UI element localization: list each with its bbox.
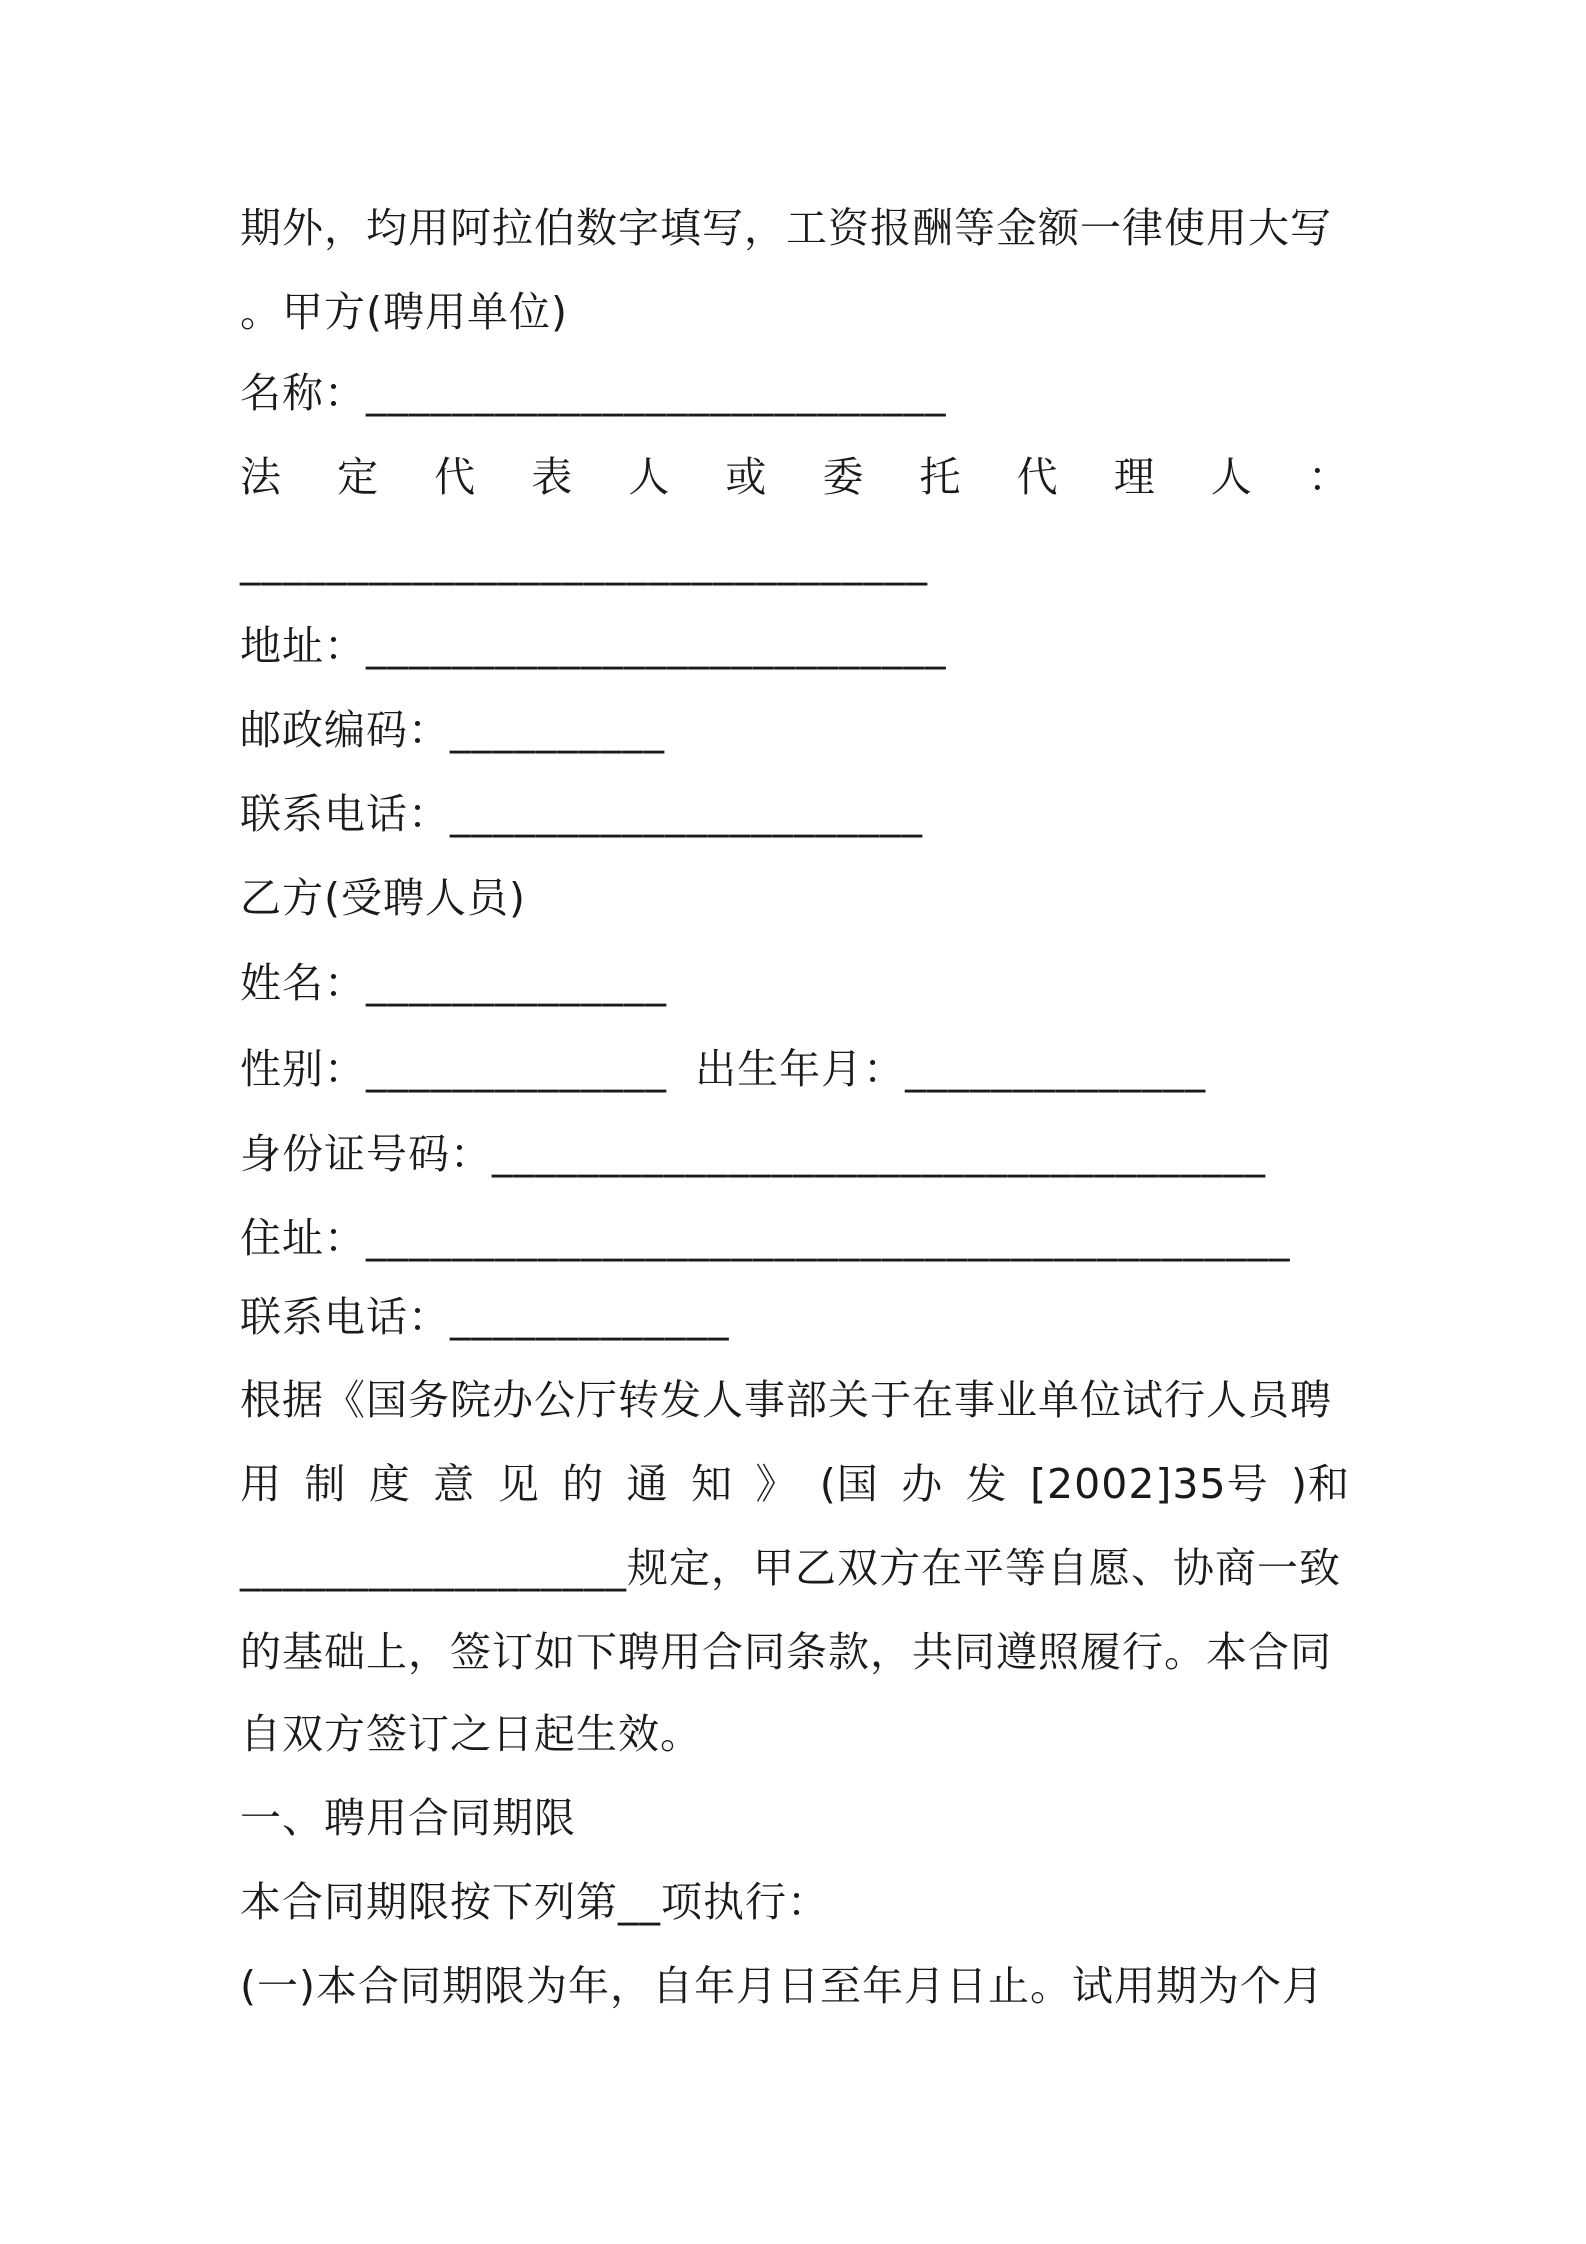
field-party-a-legal-rep-blank: ________________________________ xyxy=(240,538,928,586)
spreadLine2-char: 度 xyxy=(368,1460,411,1508)
spreadLine2-char: 办 xyxy=(901,1460,944,1508)
section-heading-contract-term: 一、聘用合同期限 xyxy=(240,1794,576,1842)
spreadLine1-char: 人 xyxy=(628,453,671,501)
text-basis-line-5: 自双方签订之日起生效。 xyxy=(240,1710,702,1758)
text-basis-line-1: 根据《国务院办公厅转发人事部关于在事业单位试行人员聘 xyxy=(240,1376,1332,1424)
spreadLine2-char: 通 xyxy=(626,1460,669,1508)
text-line-2: 。甲方(聘用单位) xyxy=(240,288,568,336)
field-party-b-gender-birth: 性别：______________ 出生年月：______________ xyxy=(240,1045,1207,1093)
text-term-clause-1: (一)本合同期限为年，自年月日至年月日止。试用期为个月 xyxy=(240,1962,1324,2010)
field-party-a-phone: 联系电话：______________________ xyxy=(240,790,923,838)
spreadLine1-char: 法 xyxy=(240,453,282,501)
spreadLine1-char: 表 xyxy=(531,453,574,501)
spreadLine1-char: 委 xyxy=(822,453,865,501)
heading-party-b: 乙方(受聘人员) xyxy=(240,874,526,922)
field-party-a-legal-rep-label xyxy=(240,449,1350,505)
spreadLine2-char: [2002]35号 xyxy=(1030,1460,1269,1508)
spreadLine1-char: 或 xyxy=(725,453,768,501)
field-party-a-address: 地址：___________________________ xyxy=(240,622,947,670)
spreadLine2-char: 制 xyxy=(304,1460,347,1508)
spreadLine2-char: )和 xyxy=(1291,1460,1350,1508)
field-party-a-name: 名称：___________________________ xyxy=(240,369,947,417)
field-party-b-address: 住址：___________________________________________ xyxy=(240,1214,1291,1262)
spreadLine2-char: 》 xyxy=(755,1460,798,1508)
spreadLine2-char: 发 xyxy=(965,1460,1008,1508)
spreadLine2-char: (国 xyxy=(819,1460,879,1508)
text-basis-line-3: __________________规定，甲乙双方在平等自愿、协商一致 xyxy=(240,1544,1341,1592)
spreadLine1-char: 定 xyxy=(337,453,380,501)
spreadLine1-char: 理 xyxy=(1113,453,1156,501)
spreadLine1-char: 代 xyxy=(1016,453,1059,501)
spreadLine1-char: 人 xyxy=(1210,453,1253,501)
spreadLine1-char: 托 xyxy=(919,453,962,501)
spreadLine2-char: 见 xyxy=(497,1460,540,1508)
field-party-a-postcode: 邮政编码：__________ xyxy=(240,706,665,754)
text-basis-line-2 xyxy=(240,1456,1350,1512)
field-party-b-name: 姓名：______________ xyxy=(240,959,667,1007)
spreadLine2-char: 的 xyxy=(562,1460,605,1508)
spreadLine2-char: 意 xyxy=(433,1460,476,1508)
text-basis-line-4: 的基础上，签订如下聘用合同条款，共同遵照履行。本合同 xyxy=(240,1628,1332,1676)
spreadLine2-char: 知 xyxy=(690,1460,733,1508)
spreadLine1-char: ： xyxy=(1307,453,1350,501)
spreadLine1-char: 代 xyxy=(434,453,477,501)
text-term-option: 本合同期限按下列第__项执行： xyxy=(240,1878,829,1926)
spreadLine2-char: 用 xyxy=(240,1460,282,1508)
field-party-b-phone: 联系电话：_____________ xyxy=(240,1293,730,1341)
text-line-1: 期外，均用阿拉伯数字填写，工资报酬等金额一律使用大写 xyxy=(240,204,1332,252)
field-party-b-id-number: 身份证号码：____________________________________ xyxy=(240,1130,1266,1178)
